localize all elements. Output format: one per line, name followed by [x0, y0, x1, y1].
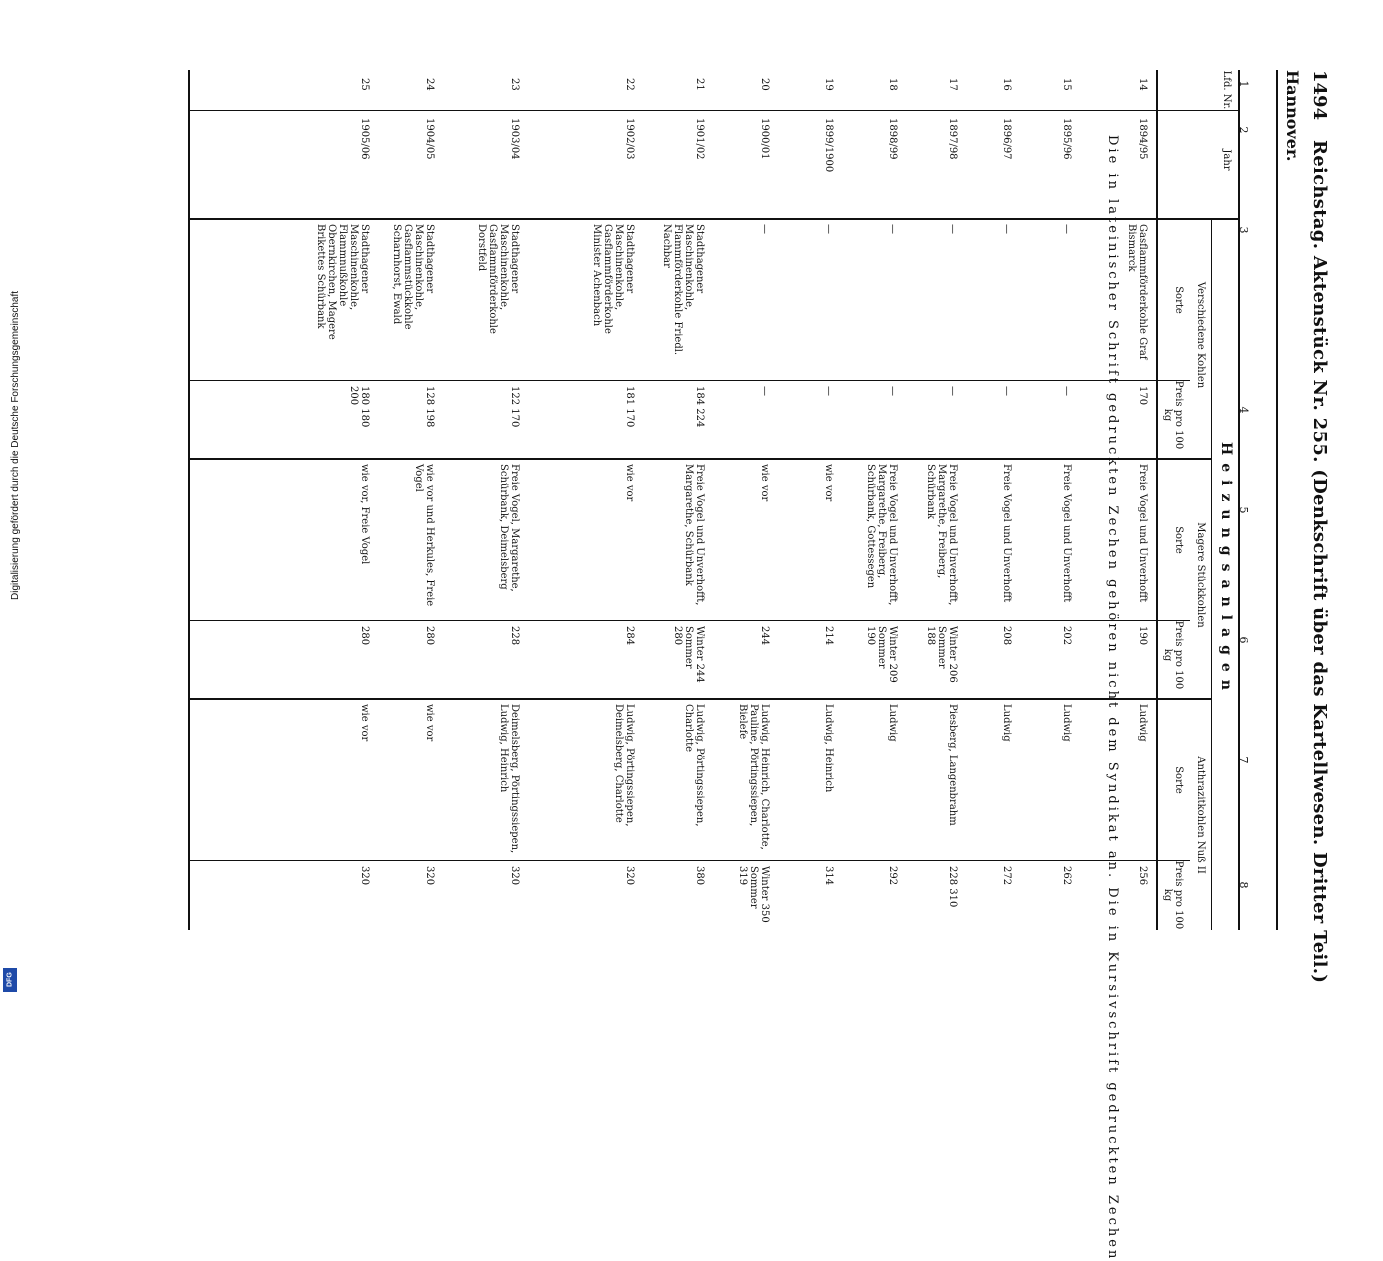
row-17-sorte-1: — [947, 224, 958, 234]
region-label: Hannover. [1283, 70, 1302, 162]
row-18-nr: 18 [887, 78, 898, 91]
row-15-sorte-2: Freie Vogel und Unverhofft [1061, 464, 1072, 603]
page-number: 1494 [1309, 70, 1330, 121]
row-20-preis-3: Winter 350 Sommer 319 [737, 866, 770, 923]
row-15-nr: 15 [1061, 78, 1072, 91]
row-21-jahr: 1901/02 [694, 118, 705, 160]
row-17-sorte-3: Piesberg, Langenbrahm [947, 704, 958, 826]
colnum-2: 2 [1237, 126, 1250, 134]
row-20-jahr: 1900/01 [759, 118, 770, 160]
row-24-sorte-1: Stadthagener Maschinenkohle, Gasflammstückkohle Scharnhorst, Ewald [391, 224, 435, 330]
page-header [1308, 70, 1330, 984]
row-23-preis-3: 320 [509, 866, 520, 886]
row-24-sorte-2: wie vor und Herkules, Freie Vogel [413, 464, 435, 607]
preis-header-3: Preis pro 100 kg [1162, 860, 1184, 930]
row-20-sorte-1: — [759, 224, 770, 234]
row-25-preis-3: 320 [359, 866, 370, 886]
row-24-sorte-3: wie vor [424, 704, 435, 742]
row-18-sorte-2: Freie Vogel und Unverhofft, Margarethe, Freiberg, Schürbank, Gottessegen [865, 464, 898, 606]
preis-header-2: Preis pro 100 kg [1162, 620, 1184, 690]
row-22-preis-3: 320 [624, 866, 635, 886]
row-24-preis-3: 320 [424, 866, 435, 886]
top-rule [1276, 70, 1278, 930]
row-23-jahr: 1903/04 [509, 118, 520, 160]
row-17-preis-3: 228 310 [947, 866, 958, 908]
row-23-sorte-3: Deimelsberg, Pörtingssiepen, Ludwig, Heinrich [498, 704, 520, 854]
row-14-jahr: 1894/95 [1137, 118, 1148, 160]
row-18-sorte-3: Ludwig [887, 704, 898, 742]
row-15-preis-1: — [1061, 386, 1072, 396]
col-rule-5 [190, 620, 1190, 621]
row-22-sorte-2: wie vor [624, 464, 635, 502]
row-19-sorte-1: — [823, 224, 834, 234]
row-18-jahr: 1898/99 [887, 118, 898, 160]
dfg-logo: DFG [3, 968, 17, 992]
col-rule-4 [190, 458, 1212, 460]
colnum-3: 3 [1237, 226, 1250, 234]
row-16-preis-3: 272 [1001, 866, 1012, 886]
row-18-preis-3: 292 [887, 866, 898, 886]
col-rule-1 [190, 110, 1240, 111]
row-17-preis-2: Winter 206 Sommer 188 [925, 626, 958, 683]
row-21-sorte-3: Ludwig, Pörtingssiepen, Charlotte [683, 704, 705, 827]
row-25-preis-1: 180 180 200 [348, 386, 370, 428]
footnote: Die in lateinischer Schrift gedruckten Zechen gehören nicht dem Syndikat an. Die in Kursivschrift gedruckten Zechen [1105, 135, 1120, 1261]
colnum-8: 8 [1237, 881, 1250, 889]
row-25-sorte-2: wie vor, Freie Vogel [359, 464, 370, 565]
row-25-preis-2: 280 [359, 626, 370, 646]
lfd-nr-header: Lfd. Nr. [1221, 70, 1232, 110]
row-19-preis-2: 214 [823, 626, 834, 646]
row-15-sorte-1: — [1061, 224, 1072, 234]
row-16-preis-1: — [1001, 386, 1012, 396]
row-22-sorte-1: Stadthagener Maschinenkohle, Gasflammförderkohle Minister Achenbach [591, 224, 635, 334]
row-21-preis-1: 184 224 [694, 386, 705, 428]
row-18-preis-1: — [887, 386, 898, 396]
row-17-jahr: 1897/98 [947, 118, 958, 160]
row-19-jahr: 1899/1900 [823, 118, 834, 173]
coal-type-3: Anthrazitkohlen Nuß II [1195, 756, 1206, 874]
row-21-preis-2: Winter 244 Sommer 280 [672, 626, 705, 683]
row-24-jahr: 1904/05 [424, 118, 435, 160]
row-16-preis-2: 208 [1001, 626, 1012, 646]
col-rule-2 [190, 218, 1240, 220]
row-23-preis-1: 122 170 [509, 386, 520, 428]
row-16-jahr: 1896/97 [1001, 118, 1012, 160]
row-23-sorte-1: Stadthagener Maschinenkohle, Gasflammförderkohle Dorstfeld [476, 224, 520, 334]
row-14-sorte-3: Ludwig [1137, 704, 1148, 742]
row-20-sorte-2: wie vor [759, 464, 770, 502]
digitization-note: Digitalisierung gefördert durch die Deutsche Forschungsgemeinschaft [10, 290, 21, 600]
row-20-preis-1: — [759, 386, 770, 396]
row-19-sorte-2: wie vor [823, 464, 834, 502]
row-21-nr: 21 [694, 78, 705, 91]
row-19-sorte-3: Ludwig, Heinrich [823, 704, 834, 793]
group-header: Heizungsanlagen [1218, 442, 1234, 698]
row-24-nr: 24 [424, 78, 435, 91]
table-bottom-rule [188, 70, 190, 930]
row-22-sorte-3: Ludwig, Pörtingssiepen, Deimelsberg, Charlotte [613, 704, 635, 827]
row-16-sorte-2: Freie Vogel und Unverhofft [1001, 464, 1012, 603]
group-rule [1211, 220, 1212, 930]
row-23-sorte-2: Freie Vogel, Margarethe, Schürbank, Deimelsberg [498, 464, 520, 592]
row-25-sorte-1: Stadthagener Maschinenkohle, Flammnußkohle Obernkirchen, Magere Brikettes Schürbank [315, 224, 370, 340]
colnum-6: 6 [1237, 636, 1250, 644]
row-14-nr: 14 [1137, 78, 1148, 91]
row-16-sorte-3: Ludwig [1001, 704, 1012, 742]
row-24-preis-1: 128 198 [424, 386, 435, 428]
header-bottom-rule [1156, 70, 1158, 930]
colnum-1: 1 [1237, 80, 1250, 88]
row-22-nr: 22 [624, 78, 635, 91]
row-22-preis-1: 181 170 [624, 386, 635, 428]
row-25-sorte-3: wie vor [359, 704, 370, 742]
sorte-header-3: Sorte [1173, 766, 1184, 794]
preis-header-1: Preis pro 100 kg [1162, 380, 1184, 450]
row-22-preis-2: 284 [624, 626, 635, 646]
row-25-nr: 25 [359, 78, 370, 91]
row-25-jahr: 1905/06 [359, 118, 370, 160]
row-16-nr: 16 [1001, 78, 1012, 91]
col-rule-7 [190, 860, 1190, 861]
row-19-nr: 19 [823, 78, 834, 91]
row-23-nr: 23 [509, 78, 520, 91]
row-18-preis-2: Winter 209 Sommer 190 [865, 626, 898, 683]
jahr-header: Jahr [1221, 149, 1232, 171]
sorte-header-1: Sorte [1173, 286, 1184, 314]
colnum-7: 7 [1237, 756, 1250, 764]
row-15-preis-2: 202 [1061, 626, 1072, 646]
row-21-preis-3: 380 [694, 866, 705, 886]
row-17-sorte-2: Freie Vogel und Unverhofft, Margarethe, Freiberg, Schürbank [925, 464, 958, 606]
row-21-sorte-1: Stadthagener Maschinenkohle, Flammförderkohle Friedl. Nachbar [661, 224, 705, 356]
row-24-preis-2: 280 [424, 626, 435, 646]
rotated-table-page [95, 70, 1330, 1261]
row-17-preis-1: — [947, 386, 958, 396]
row-14-preis-2: 190 [1137, 626, 1148, 646]
page-title: Reichstag. Aktenstück Nr. 255. (Denkschrift über das Kartellwesen. Dritter Teil.) [1309, 140, 1330, 984]
coal-type-2: Magere Stückkohlen [1195, 522, 1206, 628]
row-18-sorte-1: — [887, 224, 898, 234]
row-14-preis-1: 170 [1137, 386, 1148, 406]
row-16-sorte-1: — [1001, 224, 1012, 234]
coal-type-1: Verschiedene Kohlen [1195, 281, 1206, 389]
row-15-sorte-3: Ludwig [1061, 704, 1072, 742]
sorte-header-2: Sorte [1173, 526, 1184, 554]
row-14-preis-3: 256 [1137, 866, 1148, 886]
row-23-preis-2: 228 [509, 626, 520, 646]
row-19-preis-1: — [823, 386, 834, 396]
col-rule-3 [190, 380, 1190, 381]
row-19-preis-3: 314 [823, 866, 834, 886]
row-17-nr: 17 [947, 78, 958, 91]
row-20-preis-2: 244 [759, 626, 770, 646]
row-22-jahr: 1902/03 [624, 118, 635, 160]
row-15-jahr: 1895/96 [1061, 118, 1072, 160]
row-20-nr: 20 [759, 78, 770, 91]
row-20-sorte-3: Ludwig, Heinrich, Charlotte, Pauline, Pörtingssiepen, Bielefe [737, 704, 770, 850]
row-14-sorte-2: Freie Vogel und Unverhofft [1137, 464, 1148, 603]
row-15-preis-3: 262 [1061, 866, 1072, 886]
row-14-sorte-1: Gasflammförderkohle Graf Bismarck [1126, 224, 1148, 360]
colnum-4: 4 [1237, 406, 1250, 414]
colnum-5: 5 [1237, 506, 1250, 514]
col-rule-6 [190, 698, 1212, 700]
row-21-sorte-2: Freie Vogel und Unverhofft, Margarethe, Schürbank [683, 464, 705, 606]
